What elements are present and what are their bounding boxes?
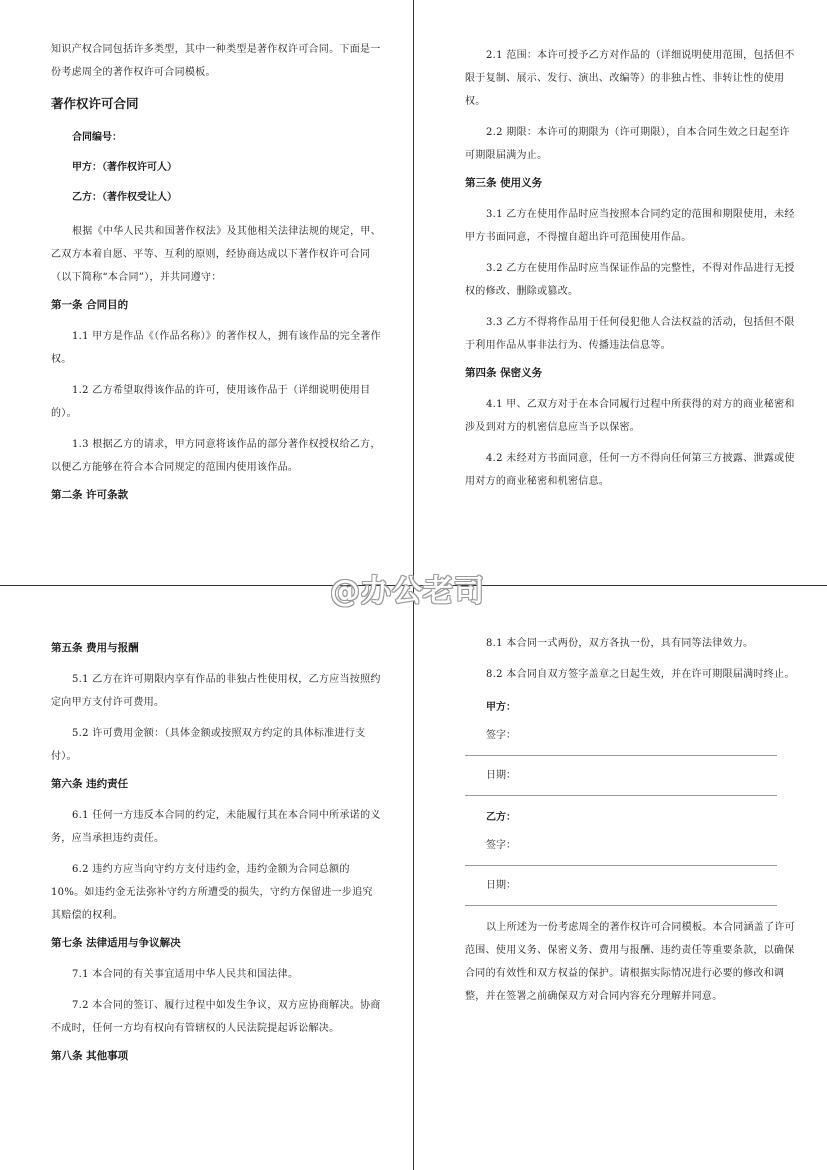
clause-3-2: 3.2 乙方在使用作品时应当保证作品的完整性，不得对作品进行无授权的修改、删除或篡改。 — [465, 263, 795, 297]
signature-party-b-sign-line — [465, 854, 777, 866]
signature-party-a-sign-label: 签字： — [486, 730, 516, 741]
clause-4-1: 4.1 甲、乙双方对于在本合同履行过程中所获得的对方的商业秘密和涉及到对方的机密信息应当予以保密。 — [465, 399, 795, 433]
article-6-heading: 第六条 违约责任 — [51, 778, 129, 790]
clause-1-2: 1.2 乙方希望取得该作品的许可，使用该作品于（详细说明使用目的）。 — [51, 385, 371, 419]
signature-block-party-b — [465, 810, 795, 906]
clause-4-2: 4.2 未经对方书面同意，任何一方不得向任何第三方披露、泄露或使用对方的商业秘密和机密信息。 — [465, 453, 795, 487]
clause-7-2: 7.2 本合同的签订、履行过程中如发生争议，双方应协商解决。协商不成时，任何一方均有权向有管辖权的人民法院提起诉讼解决。 — [51, 1000, 381, 1034]
clause-7-1: 7.1 本合同的有关事宜适用中华人民共和国法律。 — [72, 969, 299, 980]
signature-party-b-sign-label: 签字： — [486, 840, 516, 851]
clause-2-1: 2.1 范围：本许可授予乙方对作品的（详细说明使用范围，包括但不限于复制、展示、发行、演出、改编等）的非独占性、非转让性的使用权。 — [465, 50, 795, 107]
contract-title: 著作权许可合同 — [51, 96, 139, 111]
clause-1-3: 1.3 根据乙方的请求，甲方同意将该作品的部分著作权授权给乙方，以便乙方能够在符合本合同规定的范围内使用该作品。 — [51, 439, 381, 473]
party-a-label: 甲方：（著作权许可人） — [72, 162, 177, 173]
signature-party-b-date-line — [465, 894, 777, 906]
page-top-left — [51, 38, 381, 515]
intro-paragraph: 知识产权合同包括许多类型，其中一种类型是著作权许可合同。下面是一份考虑周全的著作权许可合同模板。 — [51, 44, 381, 78]
signature-block-party-a — [465, 700, 795, 796]
page-bottom-left — [51, 632, 381, 1076]
signature-party-a-sign-line — [465, 744, 777, 756]
clause-2-2: 2.2 期限：本许可的期限为（许可期限），自本合同生效之日起至许可期限届满为止。 — [465, 127, 790, 161]
clause-5-2: 5.2 许可费用金额：（具体金额或按照双方约定的具体标准进行支付）。 — [51, 728, 366, 762]
signature-party-b-label: 乙方： — [486, 812, 516, 823]
article-4-heading: 第四条 保密义务 — [465, 367, 543, 379]
summary-paragraph: 以上所述为一份考虑周全的著作权许可合同模板。本合同涵盖了许可范围、使用义务、保密义务、费用与报酬、违约责任等重要条款，以确保合同的有效性和双方权益的保护。请根据实际情况进行必要的修改和调整，并在签署之前确保双方对合同内容充分理解并同意。 — [465, 922, 795, 1002]
article-3-heading: 第三条 使用义务 — [465, 177, 543, 189]
clause-1-1: 1.1 甲方是作品《（作品名称）》的著作权人，拥有该作品的完全著作权。 — [51, 331, 381, 365]
article-2-heading: 第二条 许可条款 — [51, 489, 129, 501]
preamble-paragraph: 根据《中华人民共和国著作权法》及其他相关法律法规的规定，甲、乙双方本着自愿、平等、互利的原则，经协商达成以下著作权许可合同（以下简称“本合同”），并共同遵守： — [51, 226, 381, 283]
article-5-heading: 第五条 费用与报酬 — [51, 642, 139, 654]
clause-8-2: 8.2 本合同自双方签字盖章之日起生效，并在许可期限届满时终止。 — [486, 669, 795, 680]
contract-number-label: 合同编号： — [72, 132, 122, 143]
page-top-right — [465, 44, 795, 501]
page-bottom-right — [465, 632, 795, 1016]
clause-5-1: 5.1 乙方在许可期限内享有作品的非独占性使用权，乙方应当按照约定向甲方支付许可费用。 — [51, 674, 381, 708]
clause-6-1: 6.1 任何一方违反本合同的约定，未能履行其在本合同中所承诺的义务，应当承担违约责任。 — [51, 810, 381, 844]
clause-6-2: 6.2 违约方应当向守约方支付违约金，违约金额为合同总额的10%。如违约金无法弥补守约方所遭受的损失，守约方保留进一步追究其赔偿的权利。 — [51, 864, 373, 921]
party-b-label: 乙方：（著作权受让人） — [72, 192, 177, 203]
clause-3-1: 3.1 乙方在使用作品时应当按照本合同约定的范围和期限使用，未经甲方书面同意，不得擅自超出许可范围使用作品。 — [465, 209, 795, 243]
article-8-heading: 第八条 其他事项 — [51, 1050, 129, 1062]
signature-party-a-label: 甲方： — [486, 702, 516, 713]
signature-party-a-date-label: 日期： — [486, 770, 516, 781]
clause-8-1: 8.1 本合同一式两份，双方各执一份，具有同等法律效力。 — [486, 638, 754, 649]
signature-party-b-date-label: 日期： — [486, 880, 516, 891]
article-1-heading: 第一条 合同目的 — [51, 299, 129, 311]
signature-party-a-date-line — [465, 784, 777, 796]
article-7-heading: 第七条 法律适用与争议解决 — [51, 937, 181, 949]
watermark-text: @办公老司 — [330, 574, 485, 609]
clause-3-3: 3.3 乙方不得将作品用于任何侵犯他人合法权益的活动，包括但不限于利用作品从事非法行为、传播违法信息等。 — [465, 317, 795, 351]
